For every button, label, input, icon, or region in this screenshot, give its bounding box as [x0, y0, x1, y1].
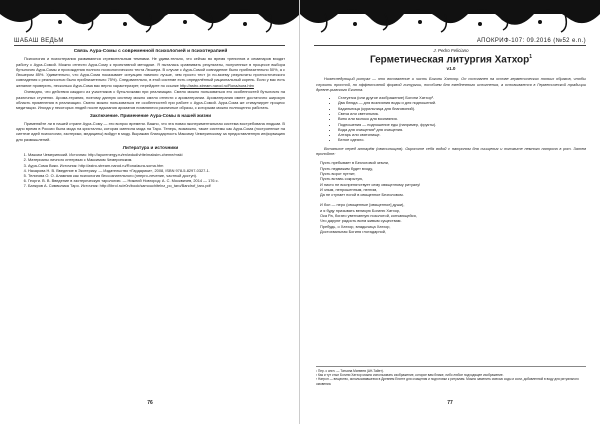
decorative-ornament — [0, 0, 300, 36]
page-number: 76 — [147, 400, 153, 406]
running-head — [314, 38, 586, 46]
decorative-ornament — [300, 0, 600, 36]
references-list — [16, 152, 285, 188]
list-item: • Свеча или светильник. — [338, 111, 586, 116]
reference-item: 1. Максим Чемеринский. Источник: http://ayurenergy.ru/en/wdudh/rite/maksim-cheme/mski — [28, 152, 285, 157]
list-item: • Два блюда — для возлияния воды и для подношений. — [338, 100, 586, 105]
list-item: • Алтарь или святилище. — [338, 132, 586, 137]
verse-line: Пусть ворот путнит, — [320, 170, 356, 176]
article-title — [316, 54, 586, 66]
verse-line: и я буду призывать великую Богиню Хатхор, — [320, 207, 401, 213]
verse-line: И никто не воспрепятствует сему священному ритуалу! — [320, 181, 421, 187]
right-content — [316, 48, 586, 234]
author-name: J. Pedro Feliciano — [433, 48, 469, 53]
paragraph — [16, 56, 285, 88]
list-item: • Белое одеяло. — [338, 137, 586, 142]
paragraph: Очевидно, что действия каждого из участников с бутылочками при реализации. Смело можно пользоваться его особенностей бутылочек на различных ступенях. Арома-терапия, поэтому данную систему можно смело отнести к ароматерапии. Ароматерапия имеет достаточно широкую область применения в реализации. Смело можно пользоваться ее особенностей при работе с Аура-Сомой. Аура-Сома же стимулирует процесс медитации. Иногда у некоторых людей после вдыхания ароматов появляются различные образы, с которыми можно полноценно работать. — [16, 89, 285, 111]
section-title: Связь Аура-Сомы с современной психологией и психотерапией — [73, 49, 228, 54]
verse-line: Что даруют радость всем живым существам. — [320, 218, 402, 224]
intro-paragraph: Нижеследующий ритуал — это восхваление и чисть Богини Хатхор. Он составлен на основе герметических тонких образов, чтобы служить простой, но эффективной формой литургии, пособием для ежедневного исполнения, а основывается в Герметической традиции древне-римского Египта. — [316, 76, 586, 92]
verse-line: Ока Ра, богато увенчанную позолотой, кончающейся, — [320, 213, 417, 219]
reference-item: 3. Аура-Сома Вики. Источник: http://astro-stream.narod.ru/Rona/aura-soma.htm — [28, 163, 285, 168]
verse-line: И злым, непрошенным, нелгим, — [320, 186, 378, 192]
conclusion-title: Заключение. Применение Аура-Сомы в нашей жизни — [89, 113, 212, 119]
references-title: Литература и источники — [122, 144, 179, 150]
reference-item: 6. Георги. В. В. Введение в эзотерическую тарологию. — Нижний Новгород: А. С. Москвичев, 2014 — 176 с. — [28, 178, 285, 183]
list-item: • Кадильница (курильница для благовоний). — [338, 106, 586, 111]
running-head-text: АПОКРИФ-107: 09.2016 (№52 e.n.) — [476, 38, 586, 44]
running-head-text: ШАБАШ ВЕДЬМ — [14, 38, 64, 44]
reference-item: 7. Банкров А. Символика Таро. Источник: http://librol.ru/e0n/book/samouchitelnz_po_taro/Bandrof_taro.pdf — [28, 183, 285, 188]
reference-item: 2. Материалы личного интервью с Максимом Чемеринским. — [28, 157, 285, 162]
verse-line: Пребудь, о Хатхор, владычица Хатхор, — [320, 223, 391, 229]
reference-item: 4. Назарова Н. В. Введение в Экотерику. — Издательство «Гардарики», 2008, ISBN 978-5-8297-0327-1. — [28, 168, 285, 173]
list-item: • Подношения — подношение еды (например, фрукты). — [338, 122, 586, 127]
left-content — [16, 48, 285, 189]
verse-line: Достохвальная Богиня глотадарной, — [320, 228, 387, 234]
ritual-items-list — [316, 95, 586, 143]
verse-block — [320, 160, 586, 234]
instruction-paragraph: Встаньте перед алтарём (святилищем). Окропите себя водой с натроном для очищения и положите немного натрона в рот. Затем пропойте: — [316, 145, 586, 157]
verse-line: Пусть недвижим будет входу, — [320, 165, 373, 171]
list-item: • Статуэтка (или другое изображение) Богини Хатхор². — [338, 95, 586, 100]
aura-soma-link[interactable]: http://astro-stream.narod.ru/Rona/aura.htm — [179, 82, 254, 88]
list-item: • Вино или молоко для возлияния. — [338, 116, 586, 121]
list-item: • Вода для очищения³ для очищения. — [338, 127, 586, 132]
footnote: ³ Натрон — вещество, использовавшееся в Древнем Египте для очищения и подготовки к ритуалам. Можно заменить смесью соды и соли, добавленной в воду для ритуального омовения. — [316, 377, 579, 386]
verse-line: Пусть пребывает в Безголовой земли, — [320, 160, 390, 166]
footnote: ¹ Пер. с англ. — Татьяна Матвеев (АН-Тайет). — [316, 368, 384, 373]
footnote: ² Как и тут стыл Богини Хатхор можно использовать изображение, которое вам ближе, либо любое подходящее изображение. — [316, 373, 504, 378]
verse-line: Да не ступает ногой в священное Безголовом. — [320, 192, 404, 198]
footnotes — [316, 366, 586, 386]
right-page — [300, 0, 600, 424]
article-title-text: Герметическая литургия Хатхор — [369, 54, 530, 66]
running-head — [14, 38, 285, 46]
reference-item: 5. Телигова О. О. Аламния как психология бессознательного (энерго-лечение, частный доступ). — [28, 173, 285, 178]
page-number: 77 — [447, 400, 453, 406]
verse-line: Пусть вставь сокрытую, — [320, 176, 364, 182]
footnote-mark: 1 — [529, 54, 533, 61]
verse-line: И бол — неро (священные [священное] души), — [320, 202, 405, 208]
paragraph-text: Психология и психотерапия развиваются стремительным темпами. Не удиви-тельно, что сейчас во время тренингов и семинаров входят работу с Аура-Сомой. Можно отнести Аура-Сому к проективной методике. Я пыталась сравнивать результаты, полученные в процессе выбора бутылочек Аура-Сомы и прохождения полного психологического теста Люшера. В случае с Аура-Сомой совпадение было приблизительно 50%, а с Люшером 85%. Удивительно, что Аура-Сома показывает ситуацию намного лучше, чем просто тест (и по-моему результаты прогностического совпадения с реальностью было приблизительно 75%). Следовательно, в этой системе есть определённый рациональный корень. Если у вас есть желание проверить, несколько Аура-Сома вас верно характеризует, перейдите по ссылке — [16, 56, 285, 88]
conclusion-paragraph: Применяйте ли в нашей стране Аура-Сому — это вопрос времени. Важно, что эта новая экспериментальная система востребована людьми. В одно время в России была мода на кристаллы, которая сменила мода на Таро. Теперь, возможно, такие системы как Аура-Сома (построенные на синтезе идей психологии, эзотерики, медицины) войдут в моду. Выражаю благодарность Максиму Чемеринскому за предоставленную информацию для размышлений. — [16, 120, 286, 142]
version-label: v1.0 — [446, 65, 456, 71]
